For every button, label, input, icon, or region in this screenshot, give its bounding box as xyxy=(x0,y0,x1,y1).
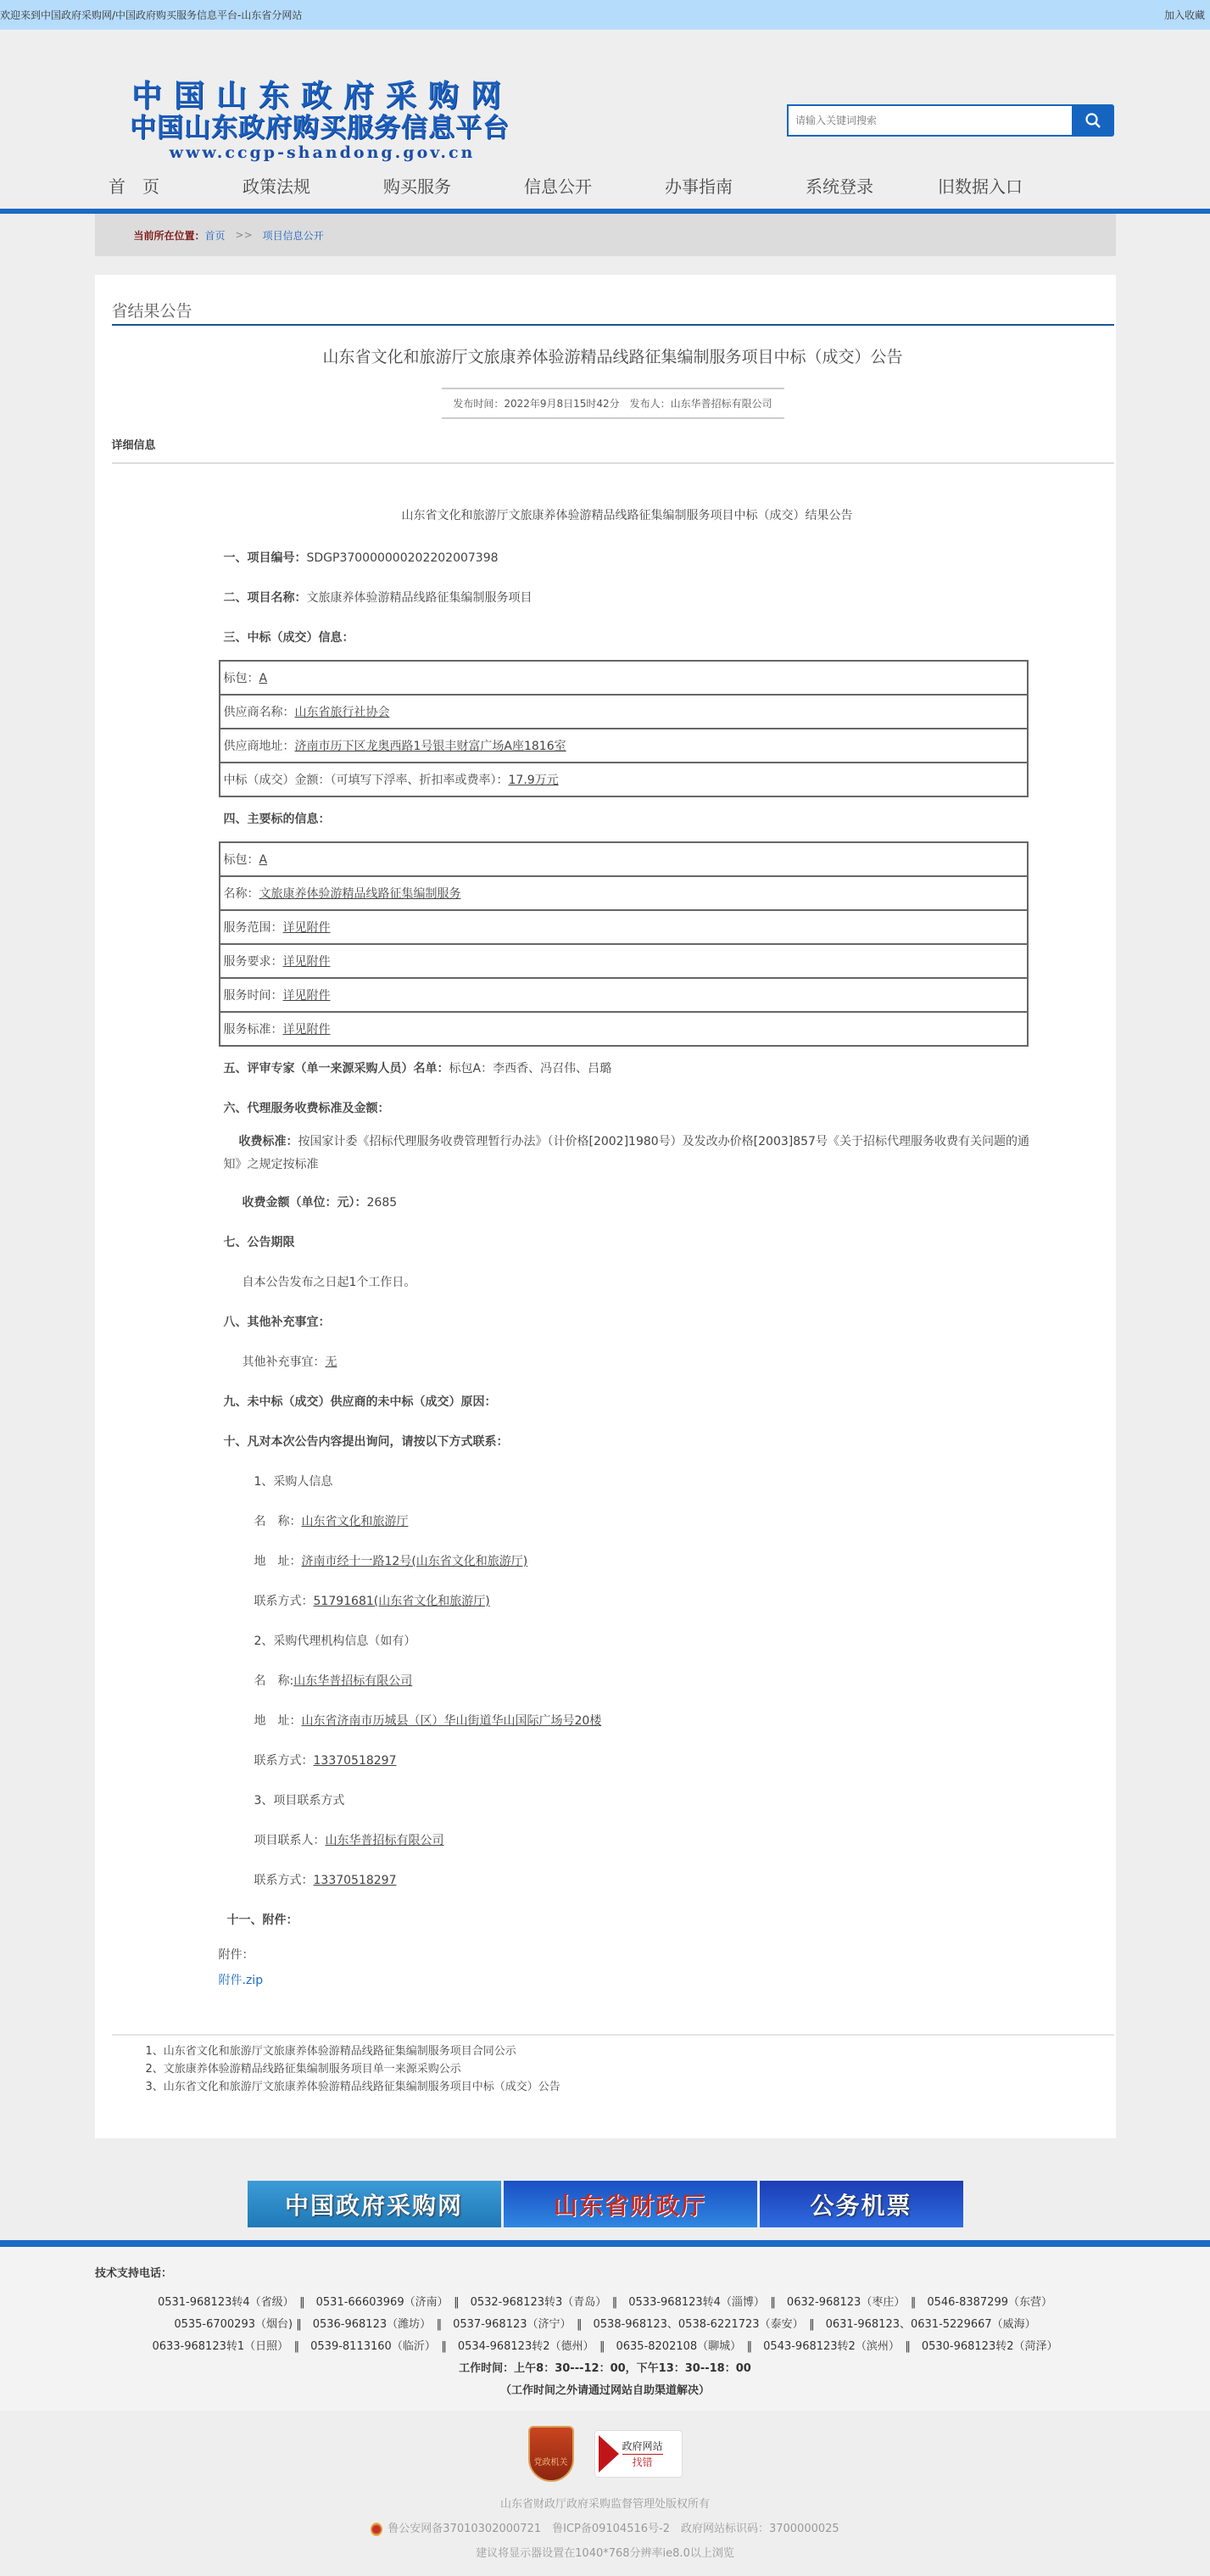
related-item[interactable]: 2、文旅康养体验游精品线路征集编制服务项目单一来源采购公示 xyxy=(145,2063,461,2076)
external-links xyxy=(0,2181,1210,2227)
table-row xyxy=(220,695,1028,729)
announcement-body xyxy=(112,464,1036,1988)
value: 无 xyxy=(325,1355,337,1369)
label: 二、项目名称： xyxy=(223,591,307,605)
badge-bottom-text: 找错 xyxy=(622,2454,663,2470)
link-air-tickets[interactable]: 公务机票 xyxy=(760,2181,963,2227)
other-matters-heading: 八、其他补充事宜： xyxy=(223,1316,331,1329)
table-row xyxy=(220,978,1028,1012)
supplier-name[interactable]: 山东省旅行社协会 xyxy=(294,706,390,719)
breadcrumb-home[interactable]: 首页 xyxy=(204,229,226,242)
value[interactable]: 济南市经十一路12号(山东省文化和旅游厅) xyxy=(301,1555,528,1568)
purchaser-heading: 1、采购人信息 xyxy=(254,1475,333,1489)
other-matters xyxy=(243,1353,1036,1370)
tech-support-label: 技术支持电话： xyxy=(95,2267,173,2280)
label: 服务时间： xyxy=(223,989,283,1003)
label: 服务标准： xyxy=(223,1023,283,1037)
value-link[interactable]: A xyxy=(259,853,268,867)
publish-meta: 发布时间：2022年9月8日15时42分 发布人：山东华普招标有限公司 xyxy=(442,388,784,419)
label: 供应商名称： xyxy=(223,706,295,719)
value[interactable]: 山东省文化和旅游厅 xyxy=(301,1515,409,1528)
nav-policy[interactable]: 政策法规 xyxy=(243,176,310,197)
nav-home[interactable]: 首 页 xyxy=(109,176,159,197)
work-hours: 工作时间：上午8：30---12：00，下午13：30--18：00 xyxy=(459,2362,751,2375)
header xyxy=(0,30,1210,161)
nav-login[interactable]: 系统登录 xyxy=(806,176,873,197)
label: 标包： xyxy=(223,672,259,685)
unsuccessful-reason-heading: 九、未中标（成交）供应商的未中标（成交）原因： xyxy=(223,1395,497,1409)
award-table xyxy=(219,660,1029,797)
attachment-link[interactable]: 附件.zip xyxy=(218,1974,264,1987)
nav-guide[interactable]: 办事指南 xyxy=(665,176,733,197)
label: 一、项目编号： xyxy=(223,551,307,565)
agency-phone xyxy=(254,1752,1036,1769)
value: 文旅康养体验游精品线路征集编制服务项目 xyxy=(306,591,533,605)
nav-old-data[interactable]: 旧数据入口 xyxy=(938,176,1023,197)
link-sd-finance[interactable]: 山东省财政厅 xyxy=(504,2181,757,2227)
label: 收费标准： xyxy=(238,1135,298,1148)
project-contact-heading: 3、项目联系方式 xyxy=(254,1794,345,1808)
award-amount[interactable]: 17.9万元 xyxy=(508,774,559,787)
lot-value[interactable]: A xyxy=(259,672,268,685)
value: 标包A：李西香、冯召伟、吕璐 xyxy=(449,1062,612,1076)
award-info-heading: 三、中标（成交）信息： xyxy=(223,631,354,645)
phones-line: 0633-968123转1（日照） ‖ 0539-8113160（临沂） ‖ 0534-968123转2（德州） ‖ 0635-8202108（聊城） ‖ 0543-968123转2（滨州） ‖ 0530-968123转2（菏泽） xyxy=(152,2340,1058,2353)
record-info xyxy=(0,2517,1210,2541)
page-title: 山东省文化和旅游厅文旅康养体验游精品线路征集编制服务项目中标（成交）公告 xyxy=(322,348,903,366)
phones-line: 0531-968123转4（省级） ‖ 0531-66603969（济南） ‖ 0532-968123转3（青岛） ‖ 0533-968123转4（淄博） ‖ 0632-968123（枣庄） ‖ 0546-8387299（东营） xyxy=(157,2296,1053,2309)
notice-period-heading: 七、公告期限 xyxy=(223,1236,295,1249)
phones-line: 0535-6700293（烟台) ‖ 0536-968123（潍坊） ‖ 0537-968123（济宁） ‖ 0538-968123、0538-6221723（泰安） ‖ 0631-968123、0631-5229667（威海） xyxy=(174,2318,1036,2331)
attachment-label: 附件： xyxy=(218,1948,254,1962)
badges xyxy=(0,2426,1210,2482)
main-content xyxy=(95,275,1116,2138)
label: 联系方式： xyxy=(254,1595,314,1608)
subject-info-heading: 四、主要标的信息： xyxy=(223,813,331,826)
value: SDGP370000000202202007398 xyxy=(306,551,499,565)
related-item[interactable]: 1、山东省文化和旅游厅文旅康养体验游精品线路征集编制服务项目合同公示 xyxy=(145,2045,516,2058)
label: 名称： xyxy=(223,887,259,901)
value[interactable]: 山东省济南市历城县（区）华山街道华山国际广场号20楼 xyxy=(301,1714,602,1728)
badge-text: 党政机关 xyxy=(533,2458,568,2467)
fee-amount xyxy=(243,1193,1036,1210)
gov-site-error-report-badge[interactable] xyxy=(594,2430,683,2478)
body-title: 山东省文化和旅游厅文旅康养体验游精品线路征集编制服务项目中标（成交）结果公告 xyxy=(401,509,853,522)
welcome-text: 欢迎来到中国政府采购网/中国政府购买服务信息平台-山东省分网站 xyxy=(0,9,303,21)
project-name xyxy=(224,589,1036,606)
breadcrumb-current[interactable]: 项目信息公开 xyxy=(262,229,324,242)
project-number xyxy=(224,549,1036,566)
table-row xyxy=(220,763,1028,796)
footer xyxy=(0,2240,1210,2411)
value: 按国家计委《招标代理服务收费管理暂行办法》（计价格[2002]1980号）及发改办价格[2003]857号《关于招标代理服务收费有关问题的通知》之规定按标准 xyxy=(223,1135,1029,1171)
label: 名 称: xyxy=(254,1674,294,1688)
search-button[interactable] xyxy=(1072,104,1114,137)
agency-name xyxy=(254,1672,1036,1689)
party-gov-badge-icon[interactable] xyxy=(528,2426,574,2482)
related-announcements xyxy=(112,2034,1114,2096)
support-phones xyxy=(0,2292,1210,2358)
experts xyxy=(224,1059,1036,1076)
agency-fee-heading: 六、代理服务收费标准及金额： xyxy=(223,1102,390,1115)
purchaser-address xyxy=(254,1552,1036,1569)
label: 联系方式： xyxy=(254,1874,314,1887)
search-input[interactable] xyxy=(787,104,1072,137)
project-contact-phone xyxy=(254,1871,1036,1888)
browser-advice: 建议将显示器设置在1040*768分辨率ie8.0以上浏览 xyxy=(476,2547,734,2560)
fee-standard xyxy=(224,1131,1036,1176)
table-row xyxy=(220,876,1028,910)
label: 项目联系人： xyxy=(254,1834,326,1847)
label: 联系方式： xyxy=(254,1754,314,1768)
detail-heading: 详细信息 xyxy=(112,436,1114,464)
section-title: 省结果公告 xyxy=(112,275,1114,326)
purchaser-phone xyxy=(254,1592,1036,1609)
subject-table xyxy=(219,841,1029,1047)
breadcrumb xyxy=(95,214,1116,256)
table-row xyxy=(220,910,1028,944)
badge-top-text: 政府网站 xyxy=(622,2439,663,2452)
value-link[interactable]: 详见附件 xyxy=(282,955,331,969)
work-hours-note: （工作时间之外请通过网站自助渠道解决） xyxy=(499,2384,710,2397)
table-row xyxy=(220,944,1028,978)
label: 其他补充事宜： xyxy=(242,1355,326,1369)
link-ccgp[interactable]: 中国政府采购网 xyxy=(248,2181,501,2227)
value[interactable]: 13370518297 xyxy=(313,1754,397,1768)
value: 2685 xyxy=(366,1196,398,1210)
table-row xyxy=(220,661,1028,695)
magnifier-flag-icon xyxy=(599,2435,619,2473)
related-item[interactable]: 3、山东省文化和旅游厅文旅康养体验游精品线路征集编制服务项目中标（成交）公告 xyxy=(145,2081,560,2093)
label: 服务范围： xyxy=(223,921,283,935)
site-logo[interactable] xyxy=(102,79,543,162)
supplier-address[interactable]: 济南市历下区龙奥西路1号银丰财富广场A座1816室 xyxy=(294,740,566,753)
top-bar xyxy=(0,0,1210,30)
value-link[interactable]: 详见附件 xyxy=(282,1023,331,1037)
notice-period: 自本公告发布之日起1个工作日。 xyxy=(242,1276,416,1289)
label: 五、评审专家（单一来源采购人员）名单： xyxy=(223,1062,449,1076)
value[interactable]: 山东华普招标有限公司 xyxy=(325,1834,444,1847)
contact-heading: 十、凡对本次公告内容提出询问，请按以下方式联系： xyxy=(223,1435,509,1449)
label: 收费金额（单位：元）： xyxy=(242,1196,367,1210)
value[interactable]: 山东华普招标有限公司 xyxy=(293,1674,413,1688)
add-favorite-link[interactable]: 加入收藏 xyxy=(1163,9,1205,21)
breadcrumb-label: 当前所在位置： xyxy=(133,229,205,242)
table-row xyxy=(220,842,1028,876)
breadcrumb-separator: >> xyxy=(235,229,253,241)
police-emblem-icon xyxy=(371,2523,382,2536)
record-text[interactable]: 鲁公安网备37010302000721 鲁ICP备09104516号-2 政府网站标识码：3700000025 xyxy=(388,2523,839,2535)
label: 供应商地址： xyxy=(223,740,295,753)
value[interactable]: 13370518297 xyxy=(313,1874,397,1887)
purchaser-name xyxy=(254,1512,1036,1529)
nav-purchase-service[interactable]: 购买服务 xyxy=(383,176,451,197)
label: 服务要求： xyxy=(223,955,283,969)
value-link[interactable]: 详见附件 xyxy=(282,989,331,1003)
search-box xyxy=(787,104,1114,137)
label: 地 址： xyxy=(254,1714,302,1728)
attachment-heading: 十一、附件： xyxy=(226,1914,298,1927)
search-icon xyxy=(1085,112,1101,129)
label: 中标（成交）金额：（可填写下浮率、折扣率或费率）： xyxy=(223,774,509,787)
copyright-area xyxy=(0,2411,1210,2576)
value-link[interactable]: 文旅康养体验游精品线路征集编制服务 xyxy=(259,887,461,901)
label: 名 称： xyxy=(254,1515,302,1528)
value[interactable]: 51791681(山东省文化和旅游厅) xyxy=(313,1595,490,1608)
agency-heading: 2、采购代理机构信息（如有） xyxy=(254,1634,416,1648)
agency-address xyxy=(254,1712,1036,1729)
copyright-text: 山东省财政厅政府采购监督管理处版权所有 xyxy=(499,2498,710,2511)
logo-line2: 中国山东政府购买服务信息平台 xyxy=(130,113,510,143)
logo-url: www.ccgp-shandong.gov.cn xyxy=(169,143,476,162)
value-link[interactable]: 详见附件 xyxy=(282,921,331,935)
table-row xyxy=(220,729,1028,763)
project-contact-person xyxy=(254,1831,1036,1848)
label: 标包： xyxy=(223,853,259,867)
nav-info-disclosure[interactable]: 信息公开 xyxy=(524,176,592,197)
main-nav xyxy=(0,161,1210,214)
logo-line1: 中国山东政府采购网 xyxy=(131,78,513,114)
label: 地 址： xyxy=(254,1555,302,1568)
table-row xyxy=(220,1012,1028,1046)
